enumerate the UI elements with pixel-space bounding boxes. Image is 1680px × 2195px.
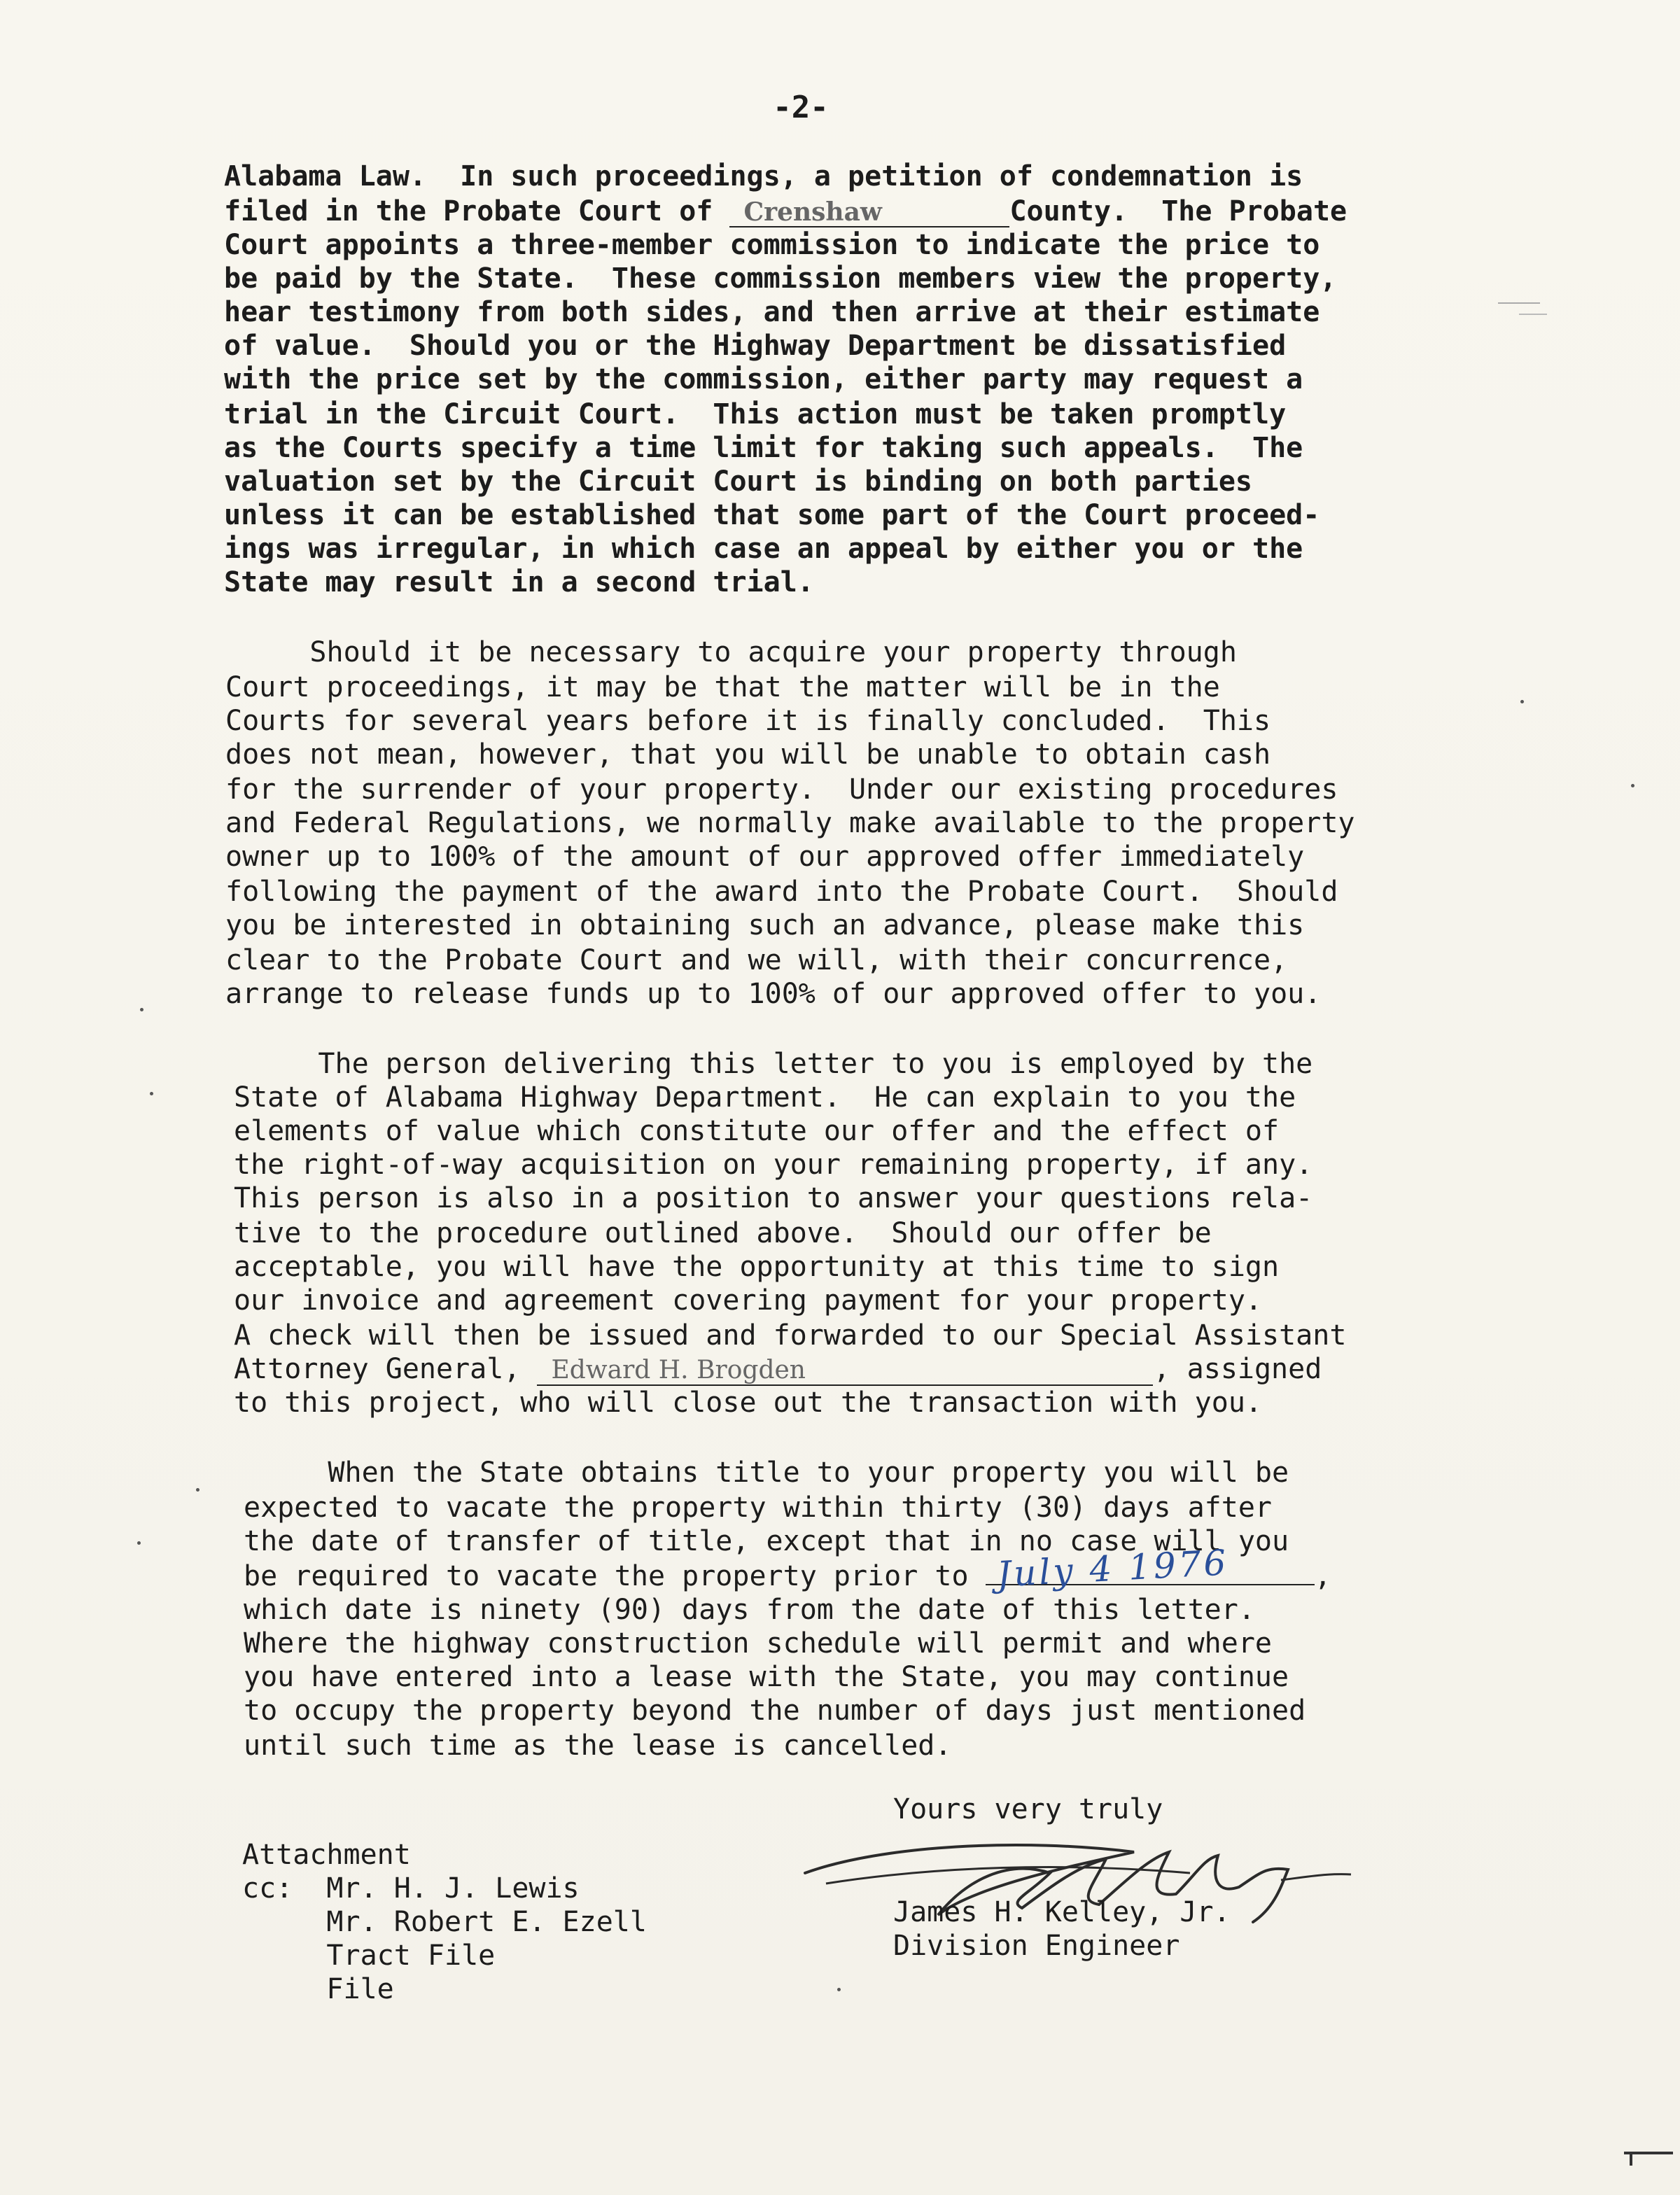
page-number: -2- <box>773 90 829 125</box>
text-line: Alabama Law. In such proceedings, a petition of condemnation is <box>224 160 1303 192</box>
vacate-date-fill-in <box>986 1542 1315 1595</box>
text-line: be paid by the State. These commission members view the property, <box>224 262 1337 295</box>
text-line: you have entered into a lease with the State, you may continue <box>244 1661 1289 1693</box>
text-line: of value. Should you or the Highway Department be dissatisfied <box>224 330 1287 362</box>
text-line: until such time as the lease is cancelled. <box>244 1730 952 1762</box>
text-line: ings was irregular, in which case an appeal by either you or the <box>224 533 1303 565</box>
county-fill-in: Crenshaw <box>729 198 1009 227</box>
text-line: State may result in a second trial. <box>224 566 814 598</box>
cc-block <box>242 1838 647 2006</box>
text-line-part: , <box>1314 1560 1331 1592</box>
text-line: Courts for several years before it is finally concluded. This <box>225 705 1271 737</box>
text-line: hear testimony from both sides, and then arrive at their estimate <box>224 296 1320 328</box>
text-line: unless it can be established that some part of the Court proceed- <box>224 499 1320 531</box>
text-line: acceptable, you will have the opportunity at this time to sign <box>234 1251 1280 1283</box>
text-line: the right-of-way acquisition on your remaining property, if any. <box>234 1149 1313 1181</box>
text-line: The person delivering this letter to you is employed by the <box>234 1048 1313 1080</box>
text-line: valuation set by the Circuit Court is binding on both parties <box>224 465 1253 498</box>
text-line: to this project, who will close out the transaction with you. <box>234 1387 1263 1419</box>
handwritten-date: July 4 1976 <box>995 1542 1230 1595</box>
attachment-label: Attachment <box>242 1839 411 1871</box>
text-line: arrange to release funds up to 100% of our approved offer to you. <box>225 978 1322 1010</box>
text-line: and Federal Regulations, we normally make available to the property <box>225 807 1355 839</box>
text-line: When the State obtains title to your property you will be <box>244 1457 1289 1489</box>
text-line: with the price set by the commission, either party may request a <box>224 363 1303 395</box>
text-line: trial in the Circuit Court. This action must be taken promptly <box>224 398 1287 430</box>
text-line: owner up to 100% of the amount of our approved offer immediately <box>225 841 1305 873</box>
signer-name: James H. Kelley, Jr. <box>893 1896 1231 1928</box>
text-line: as the Courts specify a time limit for taking such appeals. The <box>224 432 1303 464</box>
text-line: State of Alabama Highway Department. He can explain to you the <box>234 1081 1296 1114</box>
signer-title: Division Engineer <box>893 1930 1180 1962</box>
cc-line: File <box>242 1973 394 2005</box>
text-line: tive to the procedure outlined above. Should our offer be <box>234 1217 1212 1249</box>
text-line: for the surrender of your property. Under our existing procedures <box>225 773 1338 806</box>
cc-line: cc: Mr. H. J. Lewis <box>242 1872 580 1905</box>
text-line: Court proceedings, it may be that the matter will be in the <box>225 671 1220 703</box>
text-line: you be interested in obtaining such an advance, please make this <box>225 909 1305 941</box>
text-line: following the payment of the award into the Probate Court. Should <box>225 876 1338 908</box>
signature-block <box>893 1895 1231 1963</box>
text-line <box>234 1352 1322 1386</box>
text-line-part: filed in the Probate Court of <box>224 195 730 227</box>
text-line: to occupy the property beyond the number of days just mentioned <box>244 1695 1306 1727</box>
text-line: Should it be necessary to acquire your property through <box>225 636 1237 668</box>
text-line: This person is also in a position to answer your questions rela- <box>234 1182 1313 1214</box>
closing-salutation: Yours very truly <box>893 1793 1163 1825</box>
attorney-fill-in: Edward H. Brogden <box>537 1356 1153 1386</box>
text-line: which date is ninety (90) days from the date of this letter. <box>244 1594 1255 1626</box>
text-line: our invoice and agreement covering payment for your property. <box>234 1284 1263 1317</box>
text-line: elements of value which constitute our offer and the effect of <box>234 1115 1280 1147</box>
text-line: Where the highway construction schedule will permit and where <box>244 1627 1273 1660</box>
text-line <box>224 195 1347 228</box>
text-line: expected to vacate the property within thirty (30) days after <box>244 1492 1273 1524</box>
corner-mark <box>1617 2125 1680 2167</box>
cc-line: Tract File <box>242 1940 496 1972</box>
text-line: the date of transfer of title, except that in no case will you <box>244 1525 1289 1557</box>
text-line: Court appoints a three-member commission to indicate the price to <box>224 229 1320 261</box>
text-line-part: County. The Probate <box>1009 195 1348 227</box>
text-line-part: , assigned <box>1153 1353 1322 1385</box>
text-line: does not mean, however, that you will be unable to obtain cash <box>225 738 1271 771</box>
text-line-part: be required to vacate the property prior to <box>244 1560 986 1592</box>
text-line: clear to the Probate Court and we will, with their concurrence, <box>225 944 1288 976</box>
cc-line: Mr. Robert E. Ezell <box>242 1906 647 1938</box>
text-line-part: Attorney General, <box>234 1353 538 1385</box>
text-line: A check will then be issued and forwarded to our Special Assistant <box>234 1319 1347 1352</box>
text-line <box>244 1542 1331 1595</box>
